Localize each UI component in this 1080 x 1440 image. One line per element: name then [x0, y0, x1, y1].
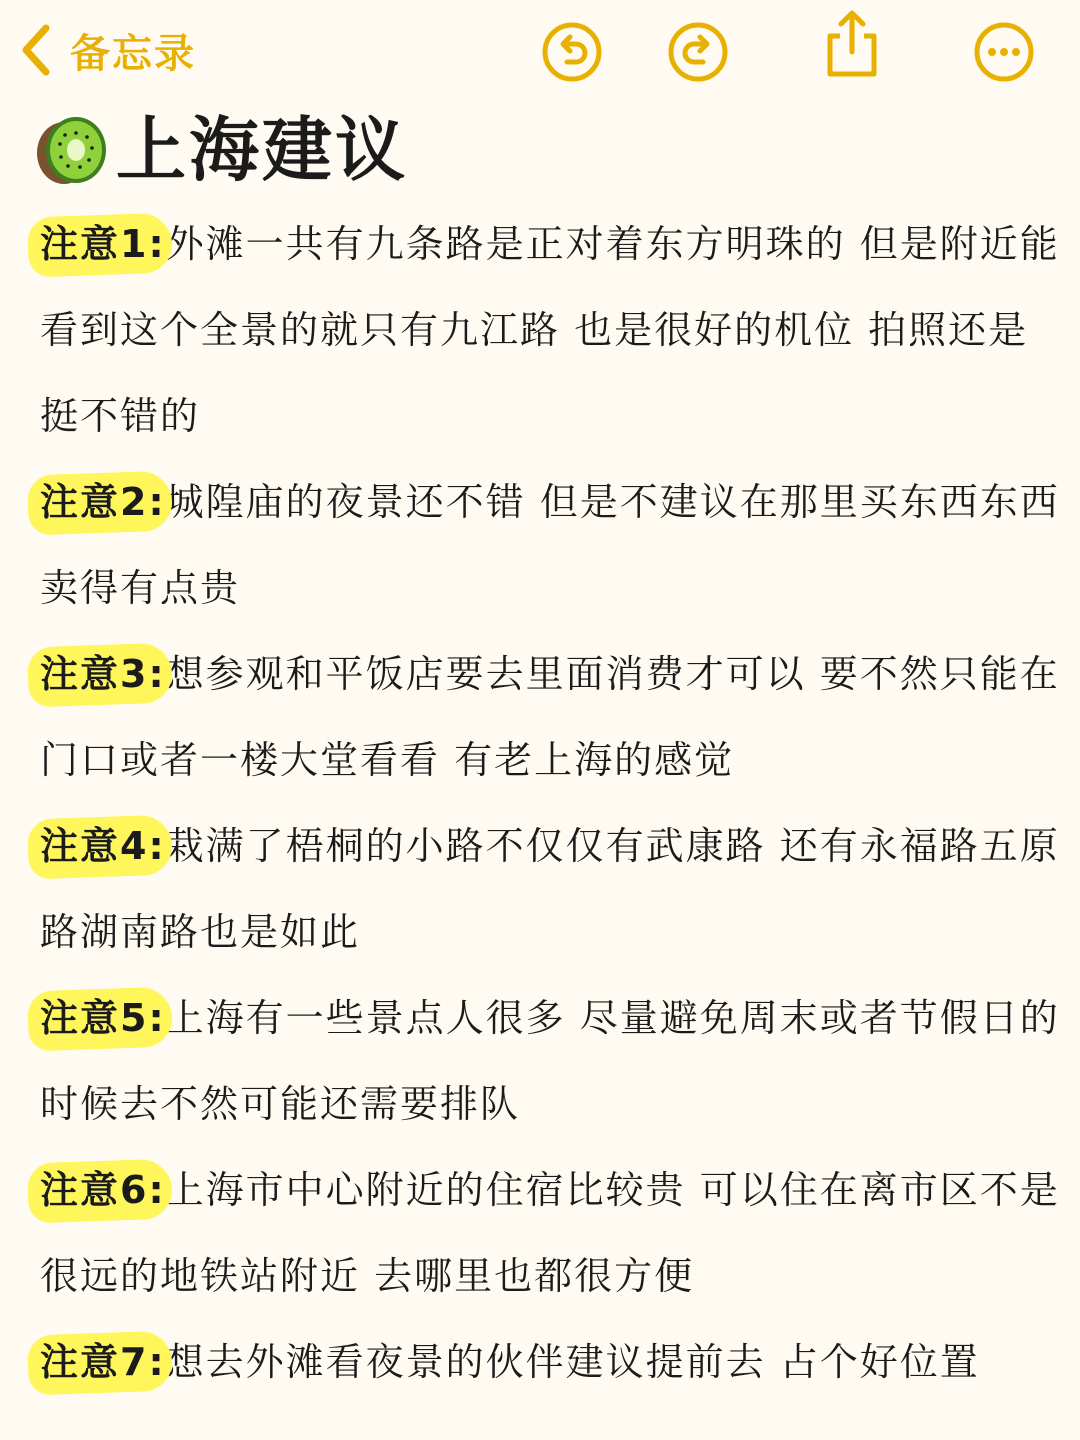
- note-item: [40, 459, 1060, 631]
- note-item-text: 城隍庙的夜景还不错 但是不建议在那里买东西东西卖得有点贵: [40, 480, 1060, 610]
- more-button[interactable]: [972, 20, 1036, 84]
- back-label: 备忘录: [70, 30, 196, 77]
- more-icon: [972, 20, 1036, 84]
- note-item-text: 想去外滩看夜景的伙伴建议提前去 占个好位置: [165, 1340, 980, 1384]
- note-item-label: 注意1:: [40, 201, 166, 287]
- note-item: [40, 631, 1060, 803]
- undo-icon: [540, 20, 604, 84]
- note-body[interactable]: [40, 201, 1060, 1405]
- note-item-label: 注意6:: [40, 1147, 166, 1233]
- note-item-text: 上海市中心附近的住宿比较贵 可以住在离市区不是很远的地铁站附近 去哪里也都很方便: [40, 1168, 1060, 1298]
- note-item-text: 想参观和平饭店要去里面消费才可以 要不然只能在门口或者一楼大堂看看 有老上海的感觉: [40, 652, 1060, 782]
- share-button[interactable]: [820, 12, 884, 76]
- note-item: [40, 1147, 1060, 1319]
- note-item-label: 注意3:: [40, 631, 166, 717]
- note-title[interactable]: 上海建议: [116, 109, 408, 191]
- note-title-row: [34, 108, 408, 192]
- redo-button[interactable]: [666, 20, 730, 84]
- note-item-label: 注意7:: [40, 1319, 166, 1405]
- note-item-text: 栽满了梧桐的小路不仅仅有武康路 还有永福路五原路湖南路也是如此: [40, 824, 1060, 954]
- note-item-label: 注意4:: [40, 803, 166, 889]
- redo-icon: [666, 20, 730, 84]
- navigation-bar: [0, 0, 1080, 100]
- undo-button[interactable]: [540, 20, 604, 84]
- note-item-label: 注意2:: [40, 459, 166, 545]
- note-item-label: 注意5:: [40, 975, 166, 1061]
- share-icon: [820, 8, 884, 80]
- note-item-text: 上海有一些景点人很多 尽量避免周末或者节假日的时候去不然可能还需要排队: [40, 996, 1060, 1126]
- chevron-left-icon: [18, 22, 52, 78]
- kiwi-icon: [34, 113, 108, 187]
- note-item: [40, 975, 1060, 1147]
- note-item: [40, 201, 1060, 459]
- note-item: [40, 803, 1060, 975]
- back-button[interactable]: [18, 20, 196, 80]
- note-item: [40, 1319, 1060, 1405]
- note-item-text: 外滩一共有九条路是正对着东方明珠的 但是附近能看到这个全景的就只有九江路 也是很好的机位 拍照还是挺不错的: [40, 222, 1060, 438]
